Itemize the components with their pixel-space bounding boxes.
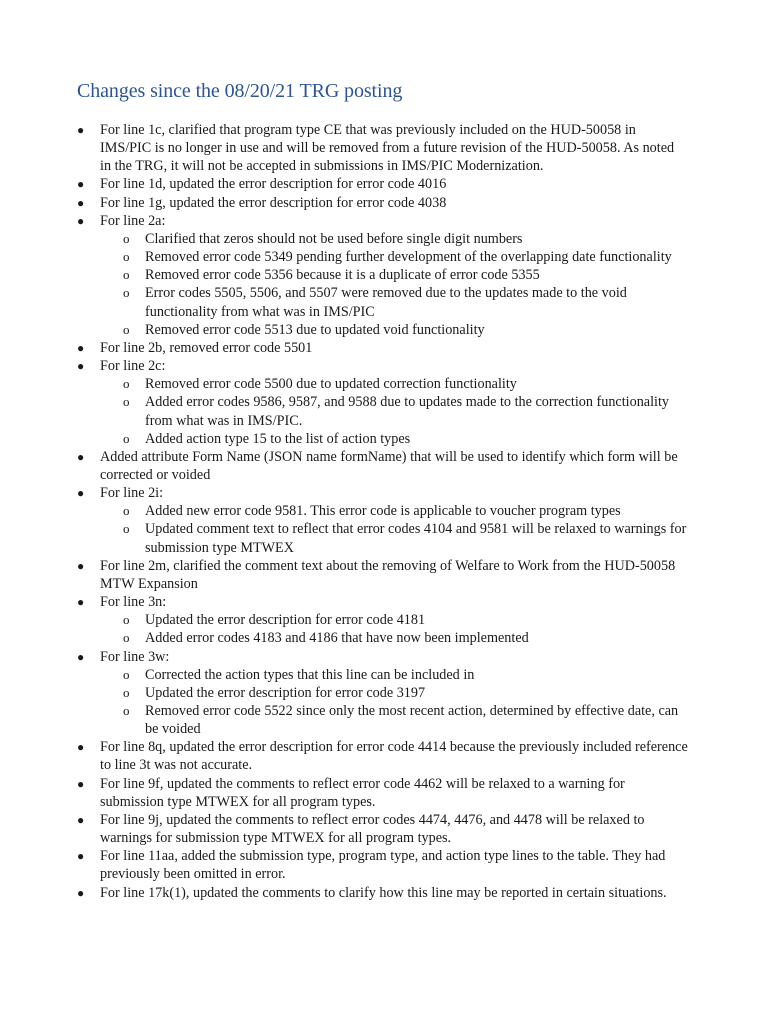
change-item — [0, 194, 770, 212]
sub-change-item-text: Removed error code 5349 pending further development of the overlapping date functionality — [145, 249, 672, 266]
sub-change-item-text: Updated the error description for error code 4181 — [145, 612, 426, 629]
bullet-icon: ● — [77, 340, 85, 355]
change-item-text: For line 17k(1), updated the comments to clarify how this line may be reported in certain situations. — [100, 884, 667, 901]
sub-change-item-text: Updated the error description for error code 3197 — [145, 684, 426, 701]
hollow-bullet-icon: o — [123, 666, 130, 682]
hollow-bullet-icon: o — [123, 703, 130, 718]
sub-change-item-text: Added error codes 9586, 9587, and 9588 due to updates made to the correction functionality from what was in IMS/PIC. — [145, 394, 670, 429]
bullet-icon: ● — [77, 558, 85, 573]
hollow-bullet-icon: o — [123, 376, 130, 392]
sub-change-list — [100, 230, 688, 339]
section-heading: Changes since the 08/20/21 TRG posting — [77, 80, 403, 102]
hollow-bullet-icon: o — [123, 267, 130, 283]
hollow-bullet-icon: o — [123, 321, 130, 337]
bullet-icon: ● — [77, 649, 85, 664]
change-item — [0, 357, 770, 448]
sub-change-item — [123, 266, 688, 284]
change-list — [0, 121, 770, 902]
sub-change-item — [123, 611, 688, 629]
sub-change-list — [100, 611, 688, 647]
sub-change-item-text: Error codes 5505, 5506, and 5507 were removed due to the updates made to the void functionality from what was in IMS/PIC — [145, 285, 627, 320]
sub-change-item-text: Removed error code 5500 due to updated correction functionality — [145, 376, 517, 393]
sub-change-list — [100, 375, 688, 448]
sub-change-item-text: Removed error code 5356 because it is a duplicate of error code 5355 — [145, 267, 540, 284]
change-item — [0, 593, 770, 647]
sub-change-item — [123, 284, 688, 320]
bullet-icon: ● — [77, 740, 85, 755]
sub-change-list — [100, 502, 688, 556]
change-item — [0, 738, 770, 774]
bullet-icon: ● — [77, 449, 85, 464]
sub-change-item — [123, 629, 688, 647]
change-item-text: For line 1d, updated the error description for error code 4016 — [100, 176, 447, 193]
sub-change-item — [123, 230, 688, 248]
hollow-bullet-icon: o — [123, 285, 130, 301]
change-item — [0, 847, 770, 883]
bullet-icon: ● — [77, 213, 85, 228]
change-item-text: For line 2m, clarified the comment text about the removing of Welfare to Work from the HUD-50058 MTW Expansion — [100, 557, 676, 592]
change-item-text: For line 3n: — [100, 594, 167, 611]
sub-change-item-text: Removed error code 5513 due to updated void functionality — [145, 321, 485, 338]
bullet-icon: ● — [77, 123, 85, 137]
hollow-bullet-icon: o — [123, 521, 130, 537]
sub-change-item — [123, 520, 688, 556]
sub-change-item — [123, 393, 688, 429]
bullet-icon: ● — [77, 486, 85, 501]
hollow-bullet-icon: o — [123, 394, 130, 410]
hollow-bullet-icon: o — [123, 430, 130, 446]
bullet-icon: ● — [77, 812, 85, 827]
sub-change-item-text: Updated comment text to reflect that error codes 4104 and 9581 will be relaxed to warnings for submission type MTWEX — [145, 521, 687, 556]
sub-change-item — [123, 375, 688, 393]
hollow-bullet-icon: o — [123, 684, 130, 700]
change-item — [0, 484, 770, 557]
sub-change-item — [123, 702, 688, 738]
hollow-bullet-icon: o — [123, 630, 130, 646]
bullet-icon: ● — [77, 595, 85, 610]
bullet-icon: ● — [77, 885, 85, 900]
bullet-icon: ● — [77, 776, 85, 791]
sub-change-item-text: Added error codes 4183 and 4186 that have now been implemented — [145, 630, 529, 647]
sub-change-item — [123, 666, 688, 684]
change-item — [0, 648, 770, 739]
hollow-bullet-icon: o — [123, 503, 130, 519]
sub-change-item — [123, 684, 688, 702]
sub-change-item-text: Clarified that zeros should not be used before single digit numbers — [145, 230, 523, 247]
change-item — [0, 175, 770, 193]
change-item-text: For line 1g, updated the error description for error code 4038 — [100, 194, 447, 211]
sub-change-list — [100, 666, 688, 739]
change-item-text: For line 8q, updated the error description for error code 4414 because the previously included reference to line 3t was not accurate. — [100, 739, 688, 774]
change-item — [0, 811, 770, 847]
change-item — [0, 121, 770, 175]
bullet-icon: ● — [77, 177, 85, 192]
sub-change-item-text: Added new error code 9581. This error code is applicable to voucher program types — [145, 503, 621, 520]
change-item-text: For line 2a: — [100, 212, 166, 229]
sub-change-item — [123, 430, 688, 448]
change-item-text: Added attribute Form Name (JSON name formName) that will be used to identify which form will be corrected or voided — [100, 448, 678, 483]
hollow-bullet-icon: o — [123, 249, 130, 265]
change-item — [0, 212, 770, 339]
change-item-text: For line 1c, clarified that program type CE that was previously included on the HUD-50058 in IMS/PIC is no longer in use and will be removed from a future revision of the HUD-50058. As noted in the TRG, it will not be accepted in submissions in IMS/PIC Modernization. — [100, 122, 675, 175]
change-item — [0, 557, 770, 593]
change-item — [0, 339, 770, 357]
change-item — [0, 448, 770, 484]
change-item-text: For line 2c: — [100, 358, 166, 375]
change-item-text: For line 9j, updated the comments to reflect error codes 4474, 4476, and 4478 will be relaxed to warnings for submission type MTWEX for all program types. — [100, 811, 645, 847]
hollow-bullet-icon: o — [123, 612, 130, 628]
change-item — [0, 775, 770, 811]
sub-change-item-text: Removed error code 5522 since only the most recent action, determined by effective date, can be voided — [145, 703, 679, 738]
bullet-icon: ● — [77, 195, 85, 210]
change-item-text: For line 2b, removed error code 5501 — [100, 339, 313, 356]
sub-change-item — [123, 248, 688, 266]
change-item-text: For line 3w: — [100, 648, 170, 665]
sub-change-item-text: Added action type 15 to the list of action types — [145, 430, 411, 447]
bullet-icon: ● — [77, 849, 85, 864]
change-item — [0, 884, 770, 902]
sub-change-item — [123, 502, 688, 520]
change-item-text: For line 9f, updated the comments to reflect error code 4462 will be relaxed to a warning for submission type MTWEX for all program types. — [100, 775, 625, 810]
change-item-text: For line 11aa, added the submission type, program type, and action type lines to the table. They had previously been omitted in error. — [100, 848, 666, 883]
sub-change-item-text: Corrected the action types that this line can be included in — [145, 666, 475, 683]
change-item-text: For line 2i: — [100, 485, 164, 502]
bullet-icon: ● — [77, 359, 85, 374]
sub-change-item — [123, 321, 688, 339]
hollow-bullet-icon: o — [123, 230, 130, 246]
